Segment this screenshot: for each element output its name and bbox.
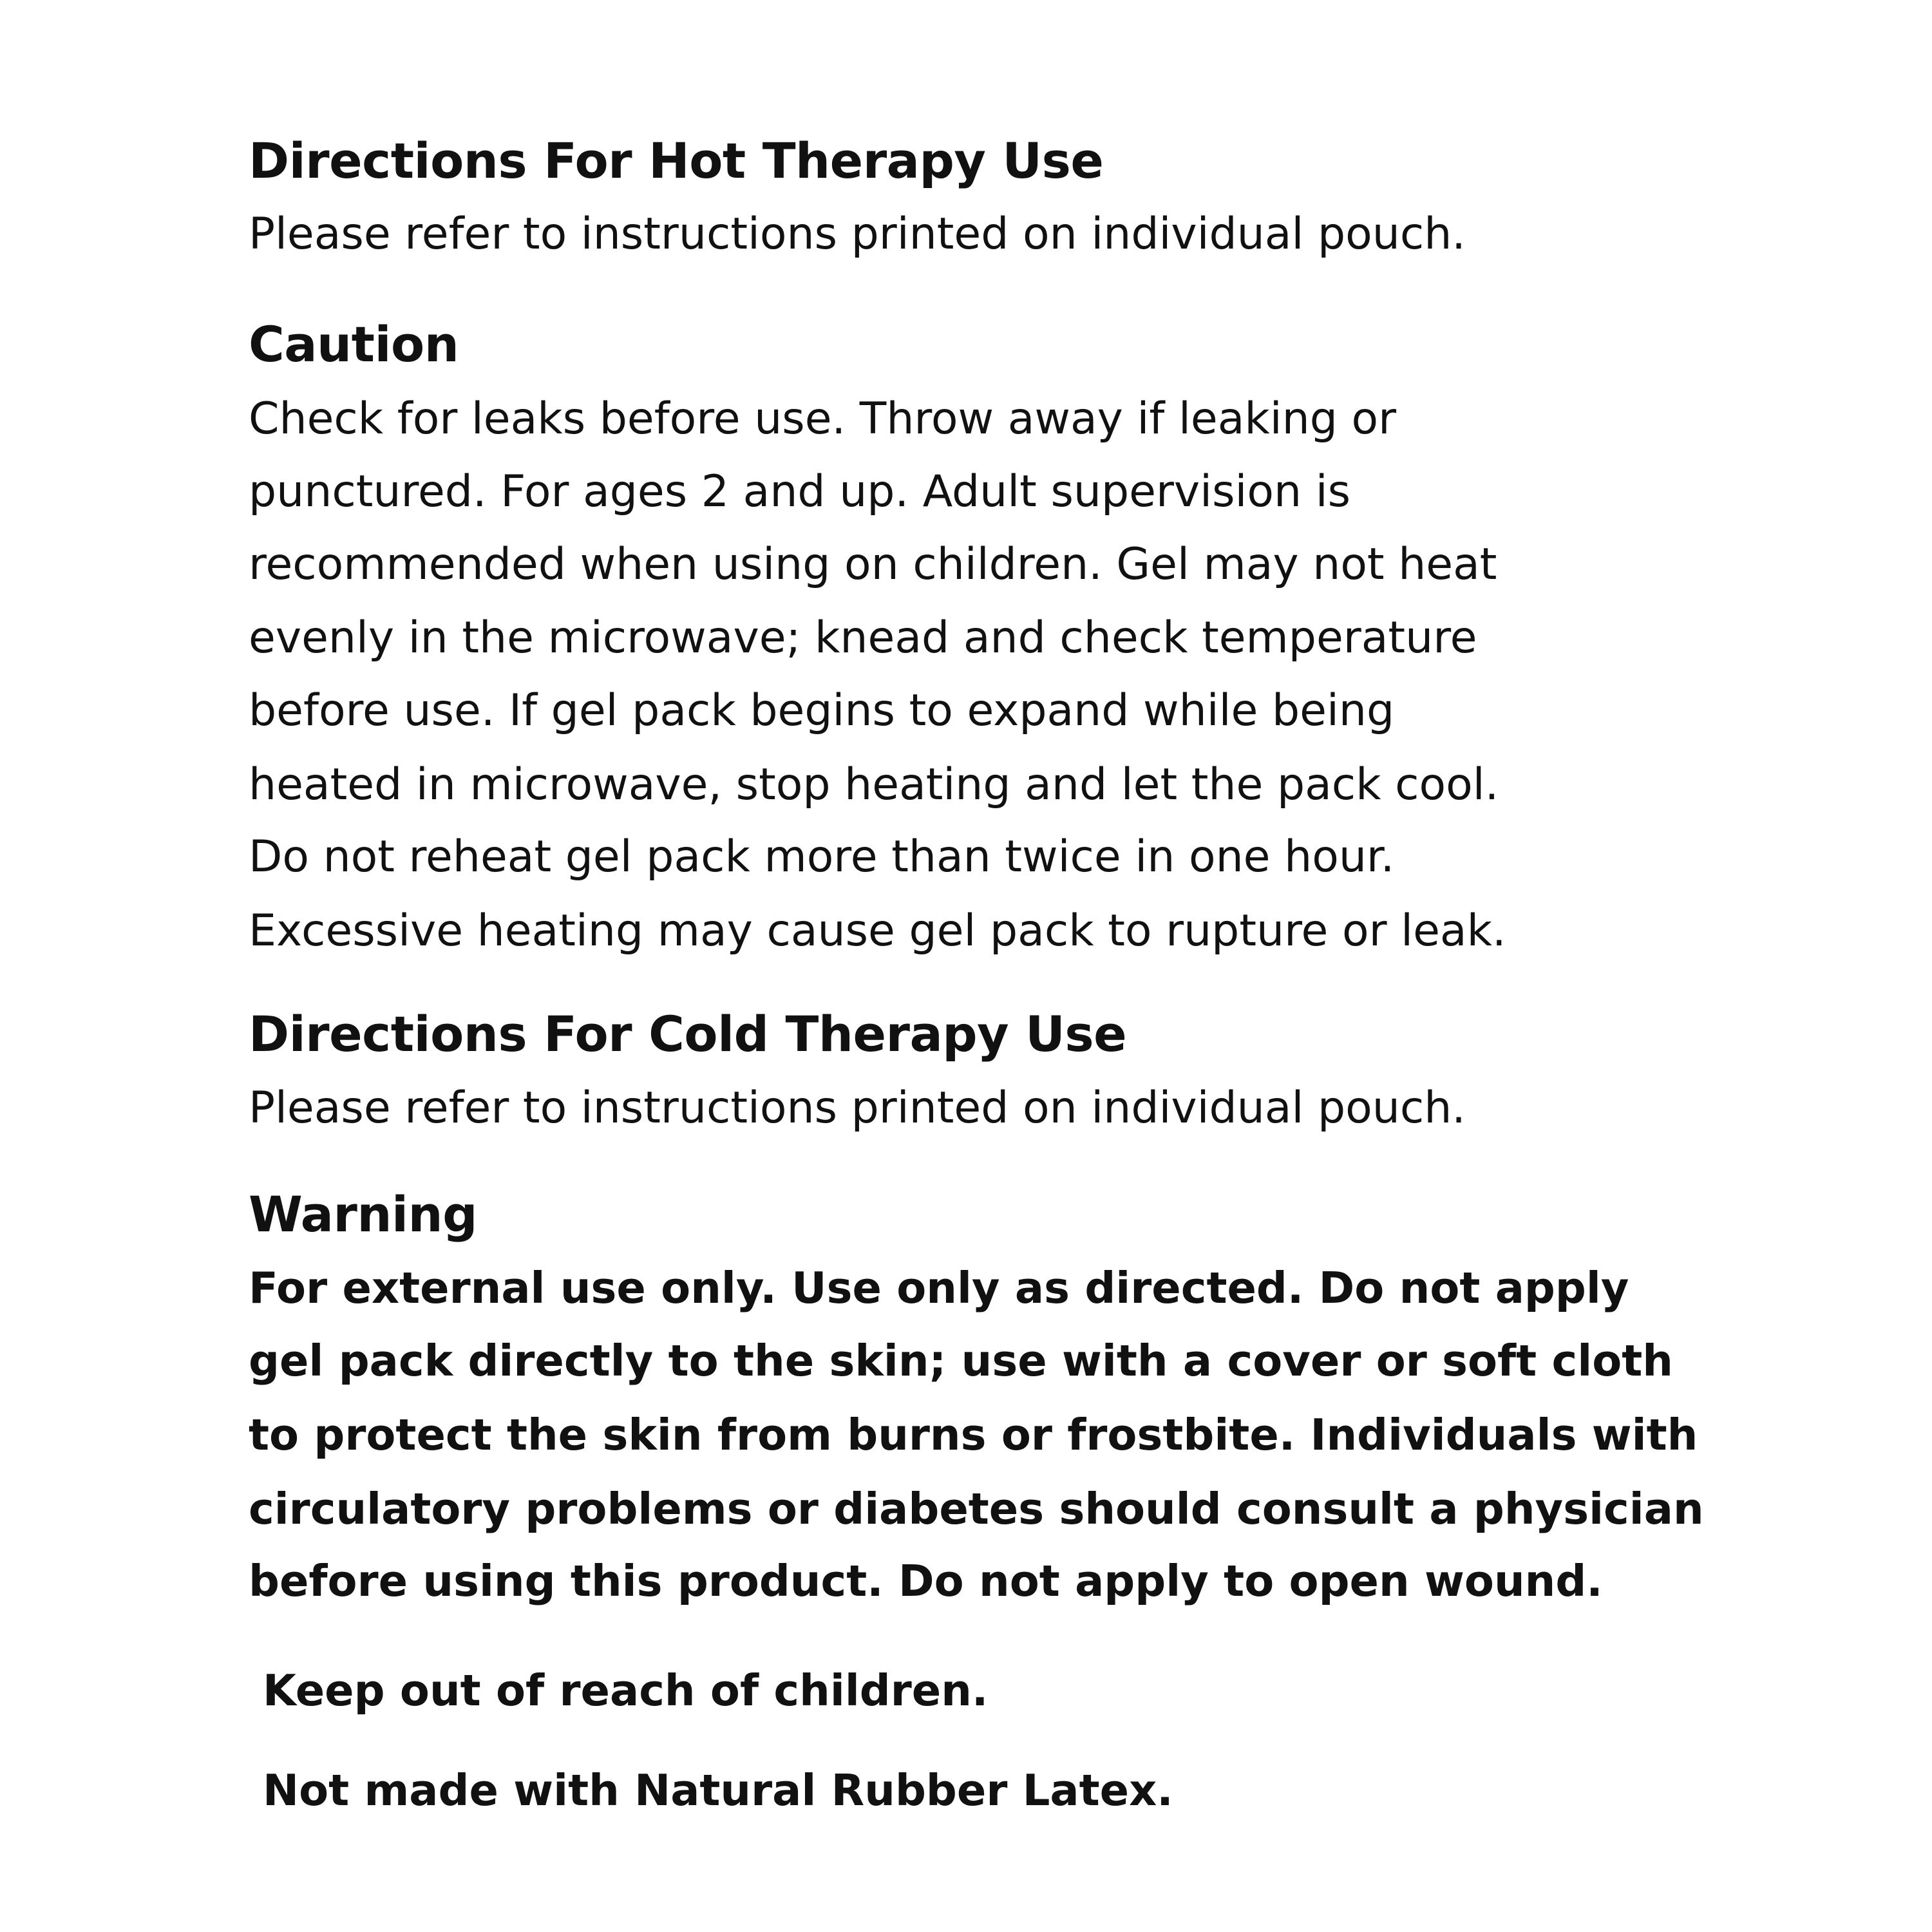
caution-heading: Caution (249, 316, 459, 373)
caution-line-6: heated in microwave, stop heating and let the pack cool. (249, 759, 1499, 810)
caution-line-7: Do not reheat gel pack more than twice in one hour. (249, 831, 1395, 882)
warning-line-1: For external use only. Use only as directed. Do not apply (249, 1263, 1629, 1313)
keep-out-notice: Keep out of reach of children. (263, 1665, 989, 1716)
caution-line-4: evenly in the microwave; knead and check temperature (249, 612, 1477, 663)
caution-line-2: punctured. For ages 2 and up. Adult supervision is (249, 466, 1351, 517)
caution-line-5: before use. If gel pack begins to expand while being (249, 685, 1395, 736)
hot-therapy-heading: Directions For Hot Therapy Use (249, 132, 1104, 189)
warning-line-4: circulatory problems or diabetes should consult a physician (249, 1484, 1704, 1534)
caution-line-8: Excessive heating may cause gel pack to rupture or leak. (249, 905, 1506, 956)
hot-therapy-text: Please refer to instructions printed on individual pouch. (249, 209, 1466, 260)
warning-line-5: before using this product. Do not apply to open wound. (249, 1556, 1603, 1606)
warning-heading: Warning (249, 1186, 478, 1243)
warning-line-2: gel pack directly to the skin; use with a cover or soft cloth (249, 1336, 1673, 1386)
caution-line-3: recommended when using on children. Gel may not heat (249, 539, 1497, 590)
cold-therapy-heading: Directions For Cold Therapy Use (249, 1005, 1127, 1063)
caution-line-1: Check for leaks before use. Throw away if leaking or (249, 393, 1397, 444)
latex-notice: Not made with Natural Rubber Latex. (263, 1765, 1173, 1815)
cold-therapy-text: Please refer to instructions printed on individual pouch. (249, 1083, 1466, 1133)
warning-line-3: to protect the skin from burns or frostbite. Individuals with (249, 1410, 1698, 1460)
